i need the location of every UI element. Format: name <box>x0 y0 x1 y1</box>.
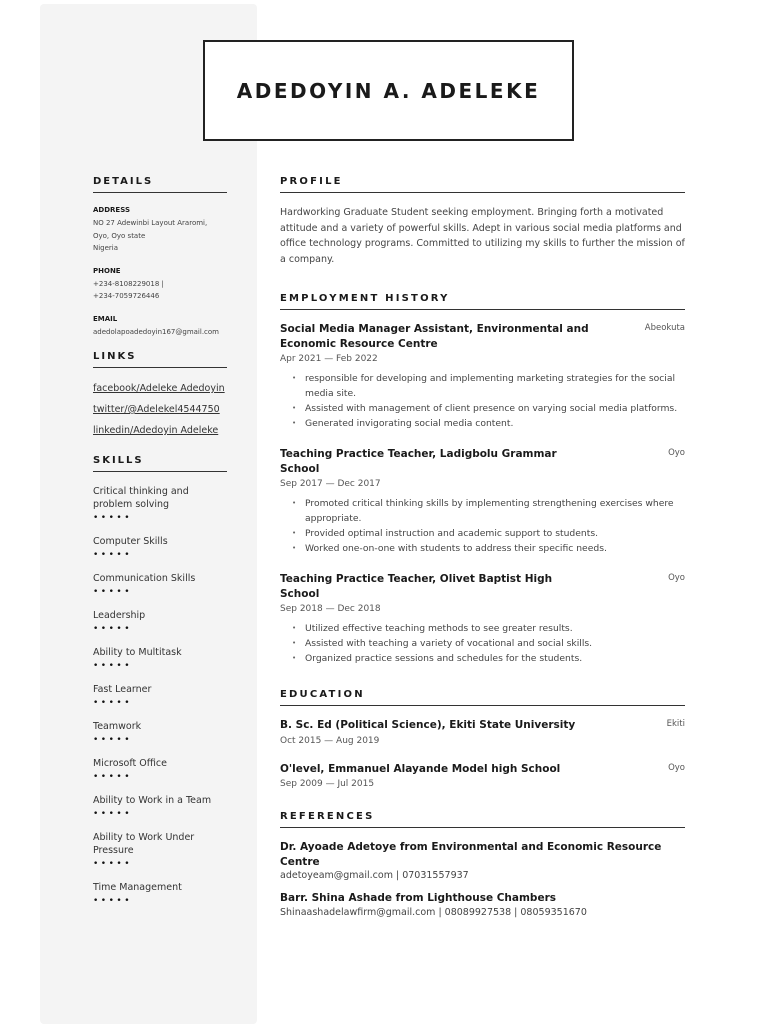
job-bullet: • Generated invigorating social media content. <box>292 416 685 431</box>
job-bullet: • Assisted with teaching a variety of vocational and social skills. <box>292 636 685 651</box>
skill-rating: ••••• <box>93 809 133 819</box>
reference-entry <box>280 840 685 883</box>
address-line: Nigeria <box>93 244 119 252</box>
skill-rating: ••••• <box>93 896 133 906</box>
phone-line: +234-8108229018 | <box>93 279 164 288</box>
education-location: Ekiti <box>666 719 685 729</box>
facebook-link[interactable]: facebook/Adeleke Adedoyin <box>93 383 225 394</box>
education-dates: Sep 2009 — Jul 2015 <box>280 779 375 789</box>
twitter-link[interactable]: twitter/@Adelekel4544750 <box>93 404 220 415</box>
skill-item <box>93 831 227 871</box>
details-heading: DETAILS <box>93 176 227 193</box>
job-dates: Sep 2017 — Dec 2017 <box>280 479 381 489</box>
employment-heading: EMPLOYMENT HISTORY <box>280 293 685 310</box>
profile-text: Hardworking Graduate Student seeking employment. Bringing forth a motivated attitude and a variety of powerful skills. Adept in various social media platforms and office technology programs. Committed to utilizing my skills to further the mission of a company. <box>280 207 685 265</box>
reference-name: Barr. Shina Ashade from Lighthouse Chambers <box>280 892 556 904</box>
skill-name: Fast Learner <box>93 684 152 695</box>
job-bullet: • Organized practice sessions and schedules for the students. <box>292 651 685 666</box>
address-label: ADDRESS <box>93 206 130 214</box>
skill-rating: ••••• <box>93 735 133 745</box>
linkedin-link[interactable]: linkedin/Adedoyin Adeleke <box>93 425 219 436</box>
address-block <box>93 206 227 255</box>
links-heading: LINKS <box>93 351 227 368</box>
skill-item <box>93 572 227 599</box>
skill-name: Ability to Work in a Team <box>93 795 212 806</box>
skill-item <box>93 535 227 562</box>
right-column <box>280 176 685 928</box>
education-title: O'level, Emmanuel Alayande Model high School <box>280 762 561 775</box>
skill-name: Critical thinking and problem solving <box>93 486 189 510</box>
job-title: Teaching Practice Teacher, Olivet Baptist High School <box>280 573 553 600</box>
left-column <box>93 176 227 918</box>
skill-name: Teamwork <box>93 721 142 732</box>
job-bullet: • Worked one-on-one with students to address their specific needs. <box>292 541 685 556</box>
job-entry <box>280 322 685 431</box>
skill-name: Leadership <box>93 610 146 621</box>
skill-item <box>93 720 227 747</box>
name-header-box <box>203 40 574 141</box>
links-section <box>93 351 227 438</box>
reference-contact: Shinaashadelawfirm@gmail.com | 08089927538 | 08059351670 <box>280 906 587 918</box>
job-bullets <box>280 371 685 431</box>
job-bullet: • Utilized effective teaching methods to see greater results. <box>292 621 685 636</box>
email-block <box>93 315 227 339</box>
skills-section <box>93 455 227 908</box>
job-location: Oyo <box>668 573 685 583</box>
skill-item <box>93 683 227 710</box>
education-entry <box>280 718 685 746</box>
phone-block <box>93 267 227 303</box>
skill-name: Time Management <box>93 882 182 893</box>
skill-rating: ••••• <box>93 661 133 671</box>
skill-item <box>93 757 227 784</box>
phone-line: +234-7059726446 <box>93 292 160 300</box>
job-entry <box>280 572 685 666</box>
job-bullet: • Assisted with management of client presence on varying social media platforms. <box>292 401 685 416</box>
profile-section <box>280 176 685 267</box>
references-section <box>280 811 685 920</box>
skill-rating: ••••• <box>93 772 133 782</box>
skill-item <box>93 609 227 636</box>
job-bullet: • Promoted critical thinking skills by implementing strengthening exercises where appropriate. <box>292 496 685 526</box>
education-entry <box>280 762 685 790</box>
profile-heading: PROFILE <box>280 176 685 193</box>
skill-item <box>93 646 227 673</box>
skill-rating: ••••• <box>93 550 133 560</box>
reference-entry <box>280 891 685 920</box>
skill-rating: ••••• <box>93 859 133 869</box>
job-location: Oyo <box>668 448 685 458</box>
skills-heading: SKILLS <box>93 455 227 472</box>
job-title: Teaching Practice Teacher, Ladigbolu Grammar School <box>280 448 557 475</box>
email-label: EMAIL <box>93 314 118 323</box>
reference-name: Dr. Ayoade Adetoye from Environmental and Economic Resource Centre <box>280 841 662 868</box>
candidate-name: ADEDOYIN A. ADELEKE <box>236 78 541 103</box>
education-title: B. Sc. Ed (Political Science), Ekiti State University <box>280 719 576 731</box>
email-value: adedolapoadedoyin167@gmail.com <box>93 327 219 336</box>
education-section <box>280 689 685 789</box>
skill-name: Ability to Multitask <box>93 647 182 658</box>
job-bullet: • responsible for developing and implementing marketing strategies for the social media site. <box>292 371 685 401</box>
skill-name: Microsoft Office <box>93 758 167 769</box>
job-bullet: • Provided optimal instruction and academic support to students. <box>292 526 685 541</box>
job-entry <box>280 447 685 556</box>
employment-section <box>280 293 685 666</box>
job-location: Abeokuta <box>644 323 685 333</box>
details-section <box>93 176 227 338</box>
education-heading: EDUCATION <box>280 689 685 706</box>
skill-item <box>93 794 227 821</box>
skill-rating: ••••• <box>93 698 133 708</box>
phone-label: PHONE <box>93 266 121 275</box>
address-line: NO 27 Adewinbi Layout Araromi, <box>93 219 208 227</box>
reference-contact: adetoyeam@gmail.com | 07031557937 <box>280 870 469 881</box>
skill-item <box>93 881 227 908</box>
job-title: Social Media Manager Assistant, Environmental and Economic Resource Centre <box>280 323 589 350</box>
job-bullets <box>280 621 685 666</box>
skill-name: Communication Skills <box>93 573 196 584</box>
job-bullets <box>280 496 685 556</box>
skill-name: Ability to Work Under Pressure <box>93 832 195 856</box>
job-dates: Sep 2018 — Dec 2018 <box>280 604 381 614</box>
job-dates: Apr 2021 — Feb 2022 <box>280 354 378 364</box>
education-location: Oyo <box>668 762 685 773</box>
skill-rating: ••••• <box>93 513 133 523</box>
skill-name: Computer Skills <box>93 536 168 547</box>
skill-rating: ••••• <box>93 587 133 597</box>
skill-item <box>93 485 227 525</box>
skill-rating: ••••• <box>93 624 133 634</box>
education-dates: Oct 2015 — Aug 2019 <box>280 735 380 746</box>
references-heading: REFERENCES <box>280 811 685 828</box>
address-line: Oyo, Oyo state <box>93 231 146 240</box>
